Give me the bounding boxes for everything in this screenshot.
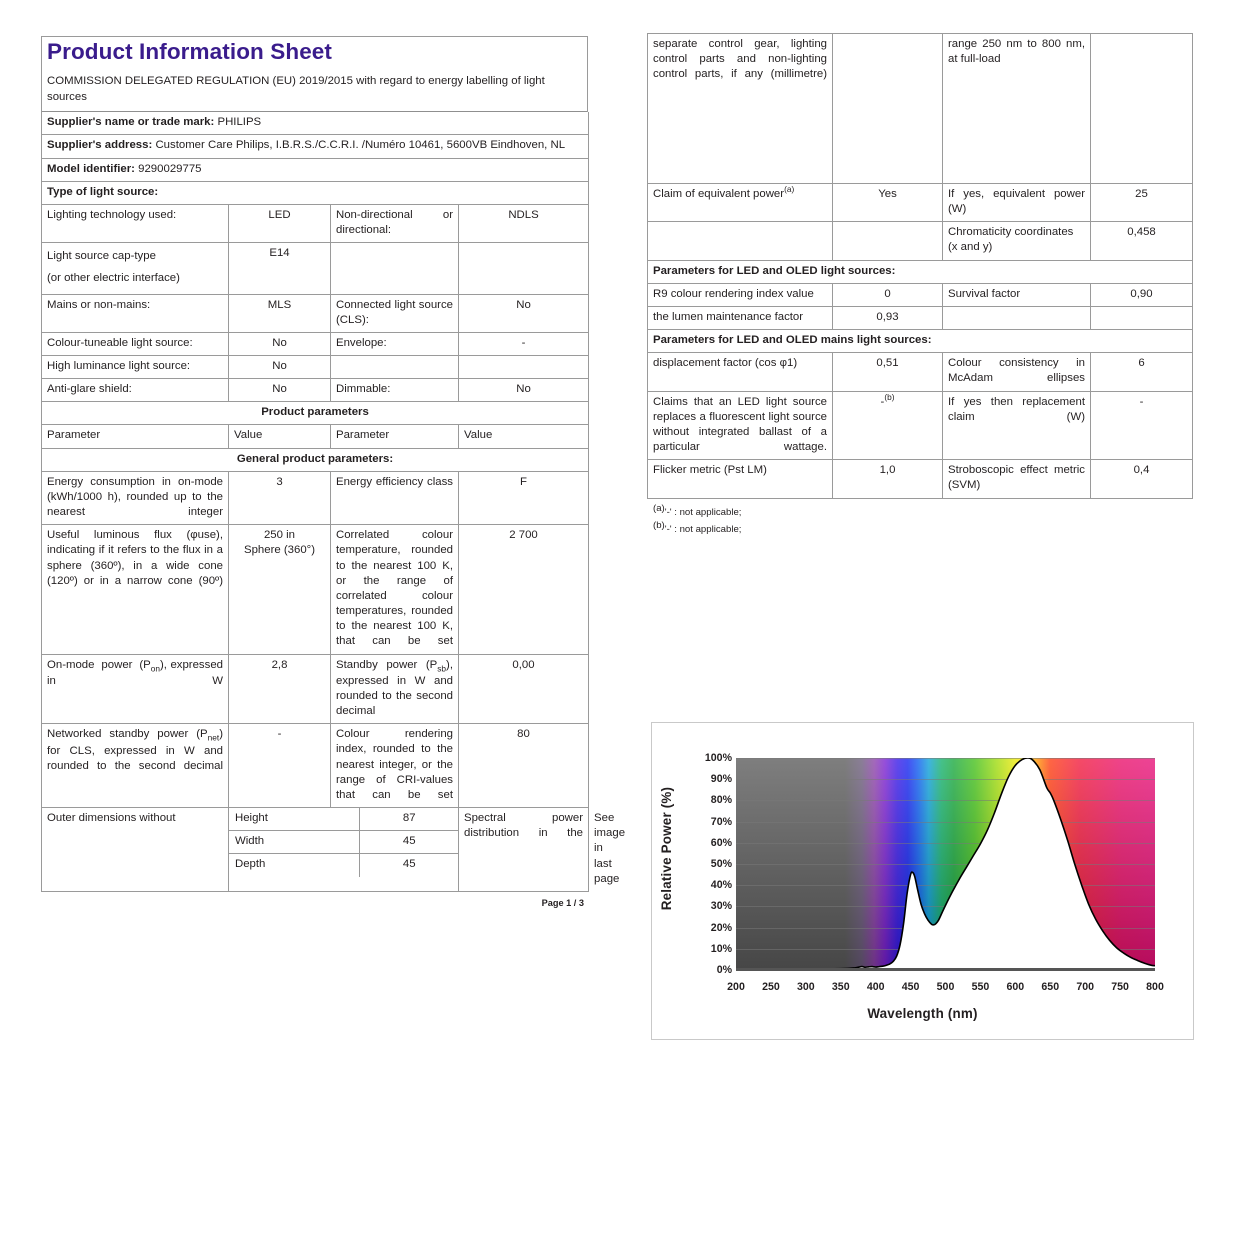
luminous-flux-value-line-2: Sphere (360°) <box>243 544 316 557</box>
on-mode-power-label: On-mode power $(P_{on})$, expressed in W <box>42 654 229 724</box>
directionality-label: Non-directional or directional: <box>331 204 459 242</box>
outer-dimensions-subtable-cell <box>229 808 459 892</box>
colour-tuneable-label: Colour-tuneable light source: <box>42 332 229 355</box>
table-row <box>42 525 589 654</box>
x-tick-label: 250 <box>762 981 780 993</box>
y-axis-ticks <box>678 752 732 976</box>
stroboscopic-value: 0,4 <box>1091 460 1193 498</box>
energy-class-label: Energy efficiency class <box>331 471 459 524</box>
col-header-parameter-1: Parameter <box>42 425 229 448</box>
energy-consumption-label: Energy consumption in on-mode (kWh/1000 h), rounded up to the nearest integer <box>42 471 229 524</box>
outer-dimensions-row <box>42 808 589 892</box>
type-of-light-source-header-row <box>42 181 589 204</box>
survival-factor-value: 0,90 <box>1091 283 1193 306</box>
dimension-name-depth: Depth <box>229 854 359 877</box>
luminous-flux-value-line-1: 250 in <box>263 529 296 542</box>
table-row <box>42 332 589 355</box>
on-mode-power-value: 2,8 <box>229 654 331 724</box>
mains-banner: Parameters for LED and OLED mains light sources: <box>648 330 1193 353</box>
supplier-name-row <box>42 112 589 135</box>
wavelength-range-label: range 250 nm to 800 nm, at full-load <box>943 34 1091 184</box>
table-row <box>648 353 1193 391</box>
y-tick-label: 100% <box>704 752 732 764</box>
empty-cell <box>459 243 589 294</box>
replacement-claim-value: - <box>1091 391 1193 460</box>
footnote-b-text: '-' : not applicable; <box>664 523 742 535</box>
table-row <box>42 243 589 294</box>
x-tick-label: 800 <box>1146 981 1164 993</box>
left-column <box>41 36 626 908</box>
networked-standby-value: - <box>229 724 331 808</box>
dimmable-label: Dimmable: <box>331 379 459 402</box>
supplier-address-label: Supplier's address: <box>47 139 153 152</box>
flicker-metric-value: 1,0 <box>833 460 943 498</box>
r9-cri-value: 0 <box>833 283 943 306</box>
dimmable-value: No <box>459 379 589 402</box>
x-axis-title: Wavelength (nm) <box>867 1006 978 1021</box>
footnote-a <box>647 499 1192 520</box>
chromaticity-value: 0,458 <box>1091 222 1193 260</box>
dimension-row-width <box>229 831 458 854</box>
table-row <box>648 391 1193 460</box>
model-value: 9290029775 <box>138 162 202 175</box>
cap-type-label <box>42 243 229 294</box>
claim-equivalent-power-text: Claim of equivalent power <box>653 188 785 200</box>
regulation-subtitle: COMMISSION DELEGATED REGULATION (EU) 2019/2015 with regard to energy labelling of light sources <box>42 73 587 112</box>
spectrum-curve-mask <box>736 758 1155 970</box>
supplier-address-value: Customer Care Philips, I.B.R.S./C.C.R.I. /Numéro 10461, 5600VB Eindhoven, NL <box>155 139 566 152</box>
x-tick-label: 400 <box>866 981 885 993</box>
y-tick-label: 50% <box>710 858 732 870</box>
claim-equivalent-power-value: Yes <box>833 184 943 222</box>
table-row <box>42 471 589 524</box>
standby-power-label: Standby power $(P_{sb})$, expressed in W and rounded to the second decimal <box>331 654 459 724</box>
fluorescent-replacement-label: Claims that an LED light source replaces a fluorescent light source without integrated ballast of a particular wattage. <box>648 391 833 460</box>
table-row <box>42 379 589 402</box>
right-column <box>647 33 1192 537</box>
empty-cell <box>331 243 459 294</box>
outer-dimensions-label: Outer dimensions without <box>42 808 229 892</box>
anti-glare-value: No <box>229 379 331 402</box>
x-tick-label: 650 <box>1041 981 1060 993</box>
dimension-name-height: Height <box>229 808 359 831</box>
col-header-value-1: Value <box>229 425 331 448</box>
dimension-value-depth: 45 <box>359 854 458 877</box>
footnote-a-marker: (a) <box>653 502 665 514</box>
spectral-value-line-1: See image <box>594 812 626 840</box>
colour-consistency-value: 6 <box>1091 353 1193 391</box>
table-row <box>42 204 589 242</box>
x-tick-label: 500 <box>936 981 955 993</box>
y-tick-label: 30% <box>710 900 732 913</box>
cap-type-line-1: Light source cap-type <box>47 250 156 263</box>
mains-label: Mains or non-mains: <box>42 294 229 332</box>
continuation-row <box>648 34 1193 184</box>
luminous-flux-value <box>229 525 331 654</box>
y-tick-label: 10% <box>710 942 732 955</box>
x-tick-label: 450 <box>901 981 920 993</box>
supplier-name-value: PHILIPS <box>217 116 262 129</box>
energy-consumption-value: 3 <box>229 471 331 524</box>
dimension-value-width: 45 <box>359 831 458 854</box>
high-luminance-label: High luminance light source: <box>42 356 229 379</box>
table-row <box>42 294 589 332</box>
table-row <box>648 306 1193 329</box>
model-identifier-row <box>42 158 589 181</box>
x-tick-label: 300 <box>796 981 815 993</box>
energy-class-value: F <box>459 471 589 524</box>
footnote-b-marker: (b) <box>653 519 665 531</box>
x-tick-label: 200 <box>727 981 745 993</box>
x-axis-ticks <box>727 981 1164 995</box>
table-row <box>42 356 589 379</box>
page-title: Product Information Sheet <box>47 39 333 64</box>
separate-control-gear-label: separate control gear, lighting control parts and non-lighting control parts, if any (millimetre) <box>648 34 833 184</box>
model-label: Model identifier: <box>47 162 135 175</box>
displacement-factor-label: displacement factor (cos φ1) <box>648 353 833 391</box>
table-row <box>42 654 589 724</box>
empty-cell <box>459 356 589 379</box>
column-header-row <box>42 425 589 448</box>
luminous-flux-label: Useful luminous flux (φuse), indicating if it refers to the flux in a sphere (360º), in a wide cone (120º) or in a narrow cone (90º) <box>42 525 229 654</box>
chromaticity-label: Chromaticity coordinates (x and y) <box>943 222 1091 260</box>
footnote-marker-b: (b) <box>884 391 895 402</box>
envelope-label: Envelope: <box>331 332 459 355</box>
type-of-light-source-label: Type of light source: <box>42 181 589 204</box>
r9-cri-label: R9 colour rendering index value <box>648 283 833 306</box>
dimension-value-height: 87 <box>359 808 458 831</box>
empty-cell <box>1091 306 1193 329</box>
x-axis-baseline <box>736 968 1155 971</box>
y-tick-label: 40% <box>710 879 732 892</box>
cap-type-value: E14 <box>229 243 331 294</box>
cap-type-line-2: (or other electric interface) <box>47 271 180 284</box>
col-header-parameter-2: Parameter <box>331 425 459 448</box>
survival-factor-label: Survival factor <box>943 283 1091 306</box>
footnote-a-text: '-' : not applicable; <box>664 506 742 518</box>
page-number: Page 1 / 3 <box>541 897 584 908</box>
empty-cell <box>331 356 459 379</box>
footnote-b <box>647 520 1192 537</box>
general-parameters-banner-row <box>42 448 589 471</box>
general-parameters-banner: General product parameters: <box>42 448 589 471</box>
dimension-row-depth <box>229 854 458 877</box>
mains-banner-row <box>648 330 1193 353</box>
plot-area <box>736 758 1155 970</box>
cri-value: 80 <box>459 724 589 808</box>
networked-standby-label: Networked standby power $(P_{net})$ for CLS, expressed in W and rounded to the second decimal <box>42 724 229 808</box>
supplier-name-label: Supplier's name or trade mark: <box>47 116 215 129</box>
spectral-distribution-label: Spectral power distribution in the <box>459 808 589 892</box>
empty-cell <box>833 222 943 260</box>
directionality-value: NDLS <box>459 204 589 242</box>
cct-label: Correlated colour temperature, rounded to the nearest 100 K, or the range of correlated colour temperatures, rounded to the nearest 100 K, that can be set <box>331 525 459 654</box>
col-header-value-2: Value <box>459 425 589 448</box>
high-luminance-value: No <box>229 356 331 379</box>
y-tick-label: 90% <box>710 773 732 786</box>
table-row <box>648 184 1193 222</box>
dimension-row-height <box>229 808 458 831</box>
y-axis-title <box>654 723 680 973</box>
cls-value: No <box>459 294 589 332</box>
cri-label: Colour rendering index, rounded to the nearest integer, or the range of CRI-values that can be set <box>331 724 459 808</box>
empty-cell <box>943 306 1091 329</box>
x-tick-label: 700 <box>1076 981 1094 993</box>
standby-power-value: 0,00 <box>459 654 589 724</box>
lumen-maintenance-value: 0,93 <box>833 306 943 329</box>
footnote-marker-a: (a) <box>784 184 795 195</box>
anti-glare-label: Anti-glare shield: <box>42 379 229 402</box>
displacement-factor-value: 0,51 <box>833 353 943 391</box>
empty-cell <box>833 34 943 184</box>
led-oled-banner: Parameters for LED and OLED light sources: <box>648 260 1193 283</box>
x-tick-label: 750 <box>1111 981 1129 993</box>
replacement-claim-label: If yes then replacement claim (W) <box>943 391 1091 460</box>
cct-value: 2 700 <box>459 525 589 654</box>
envelope-value: - <box>459 332 589 355</box>
lighting-technology-label: Lighting technology used: <box>42 204 229 242</box>
y-tick-label: 20% <box>710 921 732 934</box>
y-tick-label: 70% <box>710 815 732 828</box>
claim-equivalent-power-label <box>648 184 833 222</box>
fluorescent-replacement-dash: - <box>880 395 885 408</box>
lumen-maintenance-label: the lumen maintenance factor <box>648 306 833 329</box>
table-row <box>648 222 1193 260</box>
y-tick-label: 60% <box>710 836 732 849</box>
left-main-table <box>41 112 626 892</box>
empty-cell <box>648 222 833 260</box>
spectral-value-line-2: in last page <box>594 842 620 885</box>
stroboscopic-label: Stroboscopic effect metric (SVM) <box>943 460 1091 498</box>
colour-tuneable-value: No <box>229 332 331 355</box>
equivalent-power-value: 25 <box>1091 184 1193 222</box>
x-tick-label: 350 <box>831 981 850 993</box>
table-row <box>648 283 1193 306</box>
y-axis-title-text: Relative Power (%) <box>659 786 675 910</box>
y-tick-label: 80% <box>710 794 732 807</box>
x-tick-label: 550 <box>971 981 990 993</box>
empty-cell <box>1091 34 1193 184</box>
y-tick-label: 0% <box>716 964 732 976</box>
colour-consistency-label: Colour consistency in McAdam ellipses <box>943 353 1091 391</box>
equivalent-power-label: If yes, equivalent power (W) <box>943 184 1091 222</box>
product-parameters-banner: Product parameters <box>42 402 589 425</box>
right-main-table <box>647 33 1193 499</box>
fluorescent-replacement-value <box>833 391 943 460</box>
mains-value: MLS <box>229 294 331 332</box>
outer-dimensions-subtable <box>229 808 458 876</box>
chart-frame <box>651 722 1194 1040</box>
spectral-power-distribution-chart <box>651 722 1194 1040</box>
dimension-name-width: Width <box>229 831 359 854</box>
supplier-address-row <box>42 135 589 158</box>
flicker-metric-label: Flicker metric (Pst LM) <box>648 460 833 498</box>
x-tick-label: 600 <box>1006 981 1025 993</box>
sheet-header <box>41 36 588 112</box>
led-oled-banner-row <box>648 260 1193 283</box>
product-parameters-banner-row <box>42 402 589 425</box>
lighting-technology-value: LED <box>229 204 331 242</box>
table-row <box>648 460 1193 498</box>
cls-label: Connected light source (CLS): <box>331 294 459 332</box>
table-row <box>42 724 589 808</box>
